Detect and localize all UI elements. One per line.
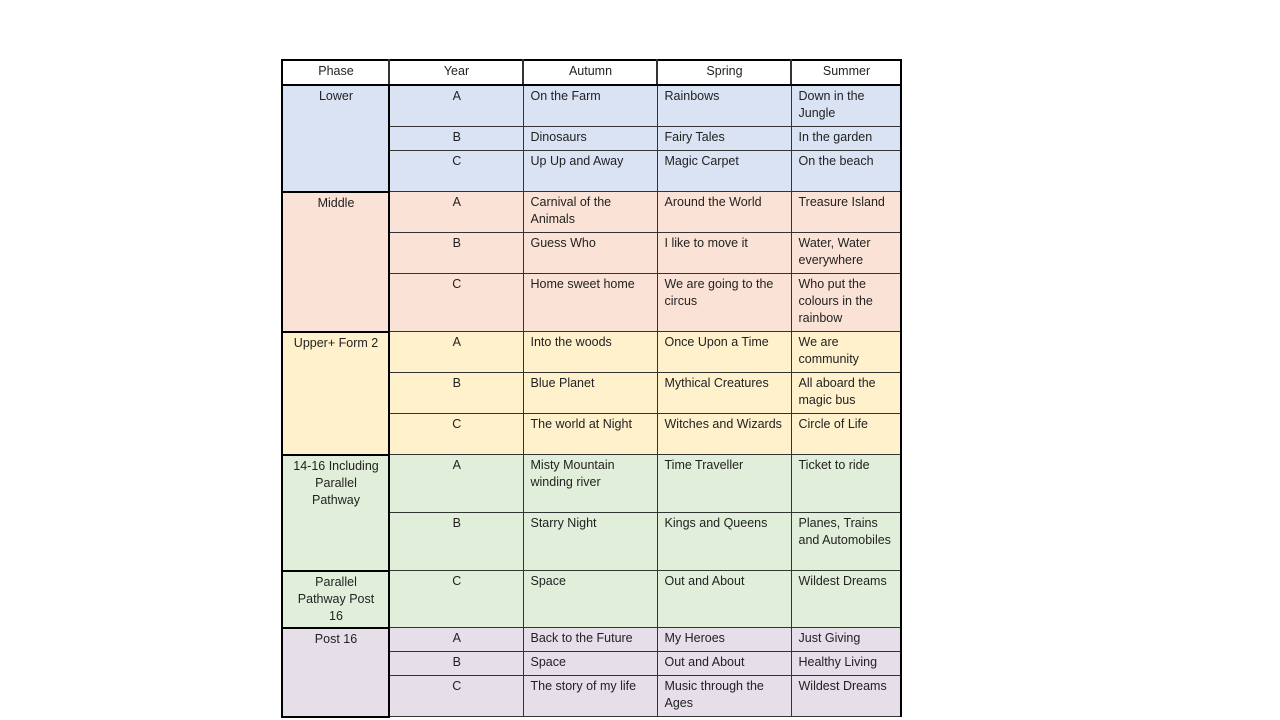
autumn-cell: The world at Night — [523, 414, 657, 455]
spring-cell: Witches and Wizards — [657, 414, 791, 455]
year-cell: A — [389, 332, 523, 373]
header-autumn: Autumn — [523, 60, 657, 85]
summer-cell: Down in the Jungle — [791, 85, 901, 127]
spring-cell: Fairy Tales — [657, 127, 791, 151]
autumn-cell: Home sweet home — [523, 274, 657, 332]
table-row — [282, 628, 901, 652]
spring-cell: I like to move it — [657, 233, 791, 274]
year-cell: C — [389, 571, 523, 628]
year-cell: A — [389, 85, 523, 127]
header-year: Year — [389, 60, 523, 85]
topic-table — [281, 59, 902, 718]
autumn-cell: Blue Planet — [523, 373, 657, 414]
header-spring: Spring — [657, 60, 791, 85]
table-body — [282, 85, 901, 717]
year-cell: A — [389, 192, 523, 233]
spring-cell: Around the World — [657, 192, 791, 233]
summer-cell: Treasure Island — [791, 192, 901, 233]
autumn-cell: Guess Who — [523, 233, 657, 274]
year-cell: C — [389, 414, 523, 455]
year-cell: C — [389, 676, 523, 717]
autumn-cell: Space — [523, 571, 657, 628]
table-row — [282, 192, 901, 233]
autumn-cell: On the Farm — [523, 85, 657, 127]
autumn-cell: Back to the Future — [523, 628, 657, 652]
autumn-cell: The story of my life — [523, 676, 657, 717]
summer-cell: Healthy Living — [791, 652, 901, 676]
spring-cell: Mythical Creatures — [657, 373, 791, 414]
autumn-cell: Carnival of the Animals — [523, 192, 657, 233]
spring-cell: Music through the Ages — [657, 676, 791, 717]
spring-cell: Kings and Queens — [657, 513, 791, 571]
year-cell: B — [389, 513, 523, 571]
phase-cell: Middle — [282, 192, 389, 332]
summer-cell: Ticket to ride — [791, 455, 901, 513]
summer-cell: All aboard the magic bus — [791, 373, 901, 414]
spring-cell: Time Traveller — [657, 455, 791, 513]
spring-cell: Out and About — [657, 571, 791, 628]
phase-cell: 14-16 Including Parallel Pathway — [282, 455, 389, 571]
summer-cell: Wildest Dreams — [791, 571, 901, 628]
spring-cell: Rainbows — [657, 85, 791, 127]
autumn-cell: Dinosaurs — [523, 127, 657, 151]
autumn-cell: Space — [523, 652, 657, 676]
summer-cell: In the garden — [791, 127, 901, 151]
summer-cell: Wildest Dreams — [791, 676, 901, 717]
summer-cell: Water, Water everywhere — [791, 233, 901, 274]
table-row — [282, 571, 901, 628]
autumn-cell: Starry Night — [523, 513, 657, 571]
year-cell: A — [389, 628, 523, 652]
summer-cell: Just Giving — [791, 628, 901, 652]
autumn-cell: Misty Mountain winding river — [523, 455, 657, 513]
phase-cell: Parallel Pathway Post 16 — [282, 571, 389, 628]
table-row — [282, 332, 901, 373]
phase-cell: Upper+ Form 2 — [282, 332, 389, 455]
year-cell: C — [389, 151, 523, 192]
phase-cell: Post 16 — [282, 628, 389, 717]
spring-cell: Out and About — [657, 652, 791, 676]
table-row — [282, 455, 901, 513]
phase-cell: Lower — [282, 85, 389, 192]
year-cell: B — [389, 127, 523, 151]
summer-cell: Who put the colours in the rainbow — [791, 274, 901, 332]
summer-cell: Circle of Life — [791, 414, 901, 455]
summer-cell: We are community — [791, 332, 901, 373]
summer-cell: On the beach — [791, 151, 901, 192]
year-cell: B — [389, 233, 523, 274]
summer-cell: Planes, Trains and Automobiles — [791, 513, 901, 571]
spring-cell: Once Upon a Time — [657, 332, 791, 373]
autumn-cell: Up Up and Away — [523, 151, 657, 192]
header-summer: Summer — [791, 60, 901, 85]
spring-cell: Magic Carpet — [657, 151, 791, 192]
spring-cell: We are going to the circus — [657, 274, 791, 332]
autumn-cell: Into the woods — [523, 332, 657, 373]
table-row — [282, 85, 901, 127]
spring-cell: My Heroes — [657, 628, 791, 652]
header-phase: Phase — [282, 60, 389, 85]
year-cell: A — [389, 455, 523, 513]
header-row — [282, 60, 901, 85]
year-cell: B — [389, 373, 523, 414]
year-cell: B — [389, 652, 523, 676]
year-cell: C — [389, 274, 523, 332]
